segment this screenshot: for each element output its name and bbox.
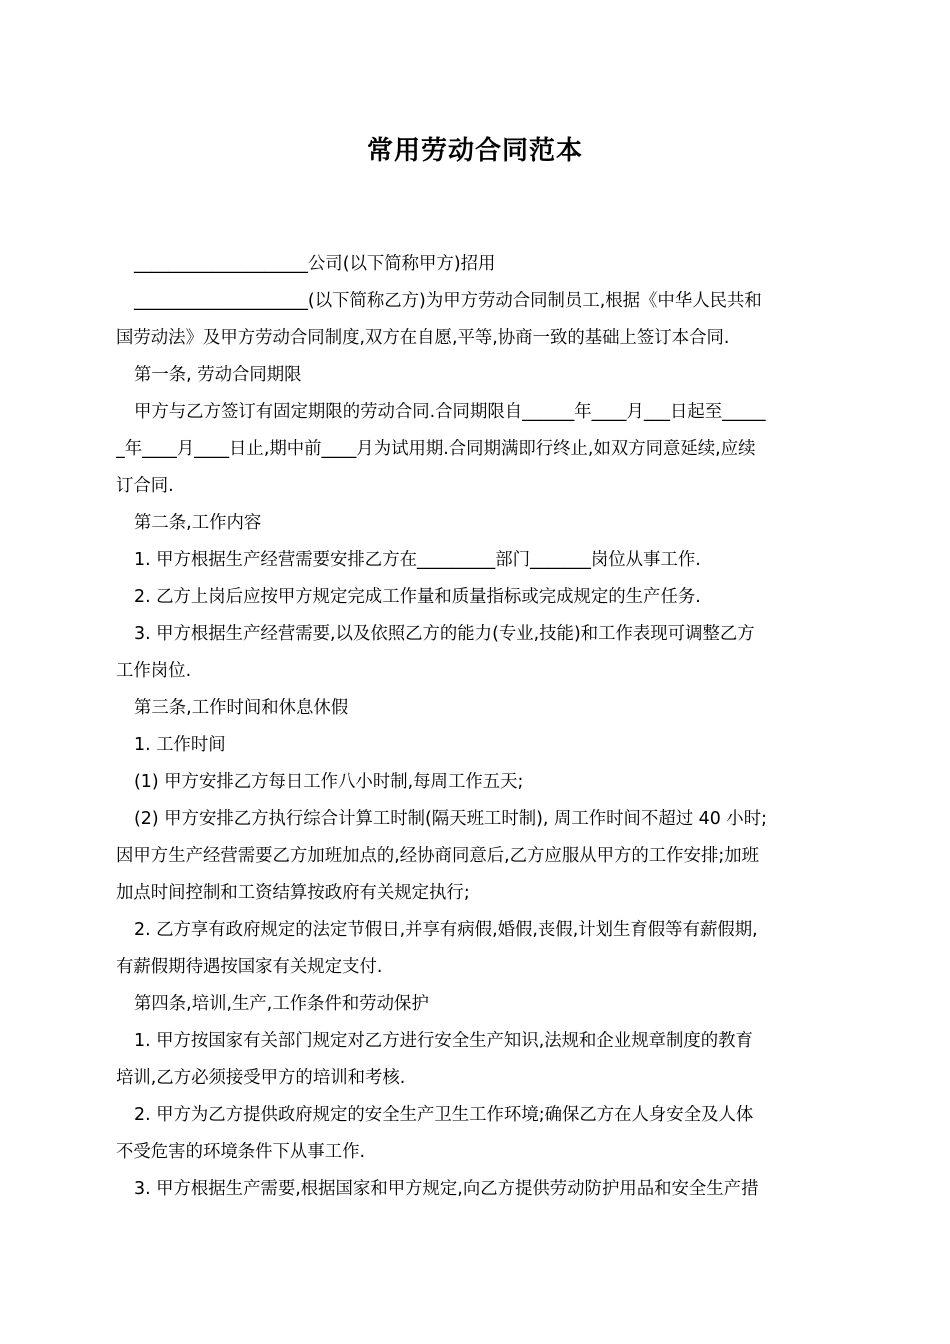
list-item: 1. 甲方根据生产经营需要安排乙方在_________部门_______岗位从事工作.: [134, 550, 701, 570]
list-item: 3. 甲方根据生产经营需要,以及依照乙方的能力(专业,技能)和工作表现可调整乙方: [134, 624, 755, 644]
section-heading: 第二条,工作内容: [134, 513, 262, 533]
document-body: [116, 246, 840, 1208]
list-item: (1) 甲方安排乙方每日工作八小时制,每周工作五天;: [134, 772, 524, 792]
paragraph-line: _年____月____日止,期中前____月为试用期.合同期满即行终止,如双方同意延续,应续: [116, 439, 756, 459]
list-item: (2) 甲方安排乙方执行综合计算工时制(隔天班工时制), 周工作时间不超过 40 小时;: [134, 809, 767, 829]
document-title: 常用劳动合同范本: [366, 136, 583, 166]
list-item: 2. 乙方享有政府规定的法定节假日,并享有病假,婚假,丧假,计划生育假等有薪假期,: [134, 920, 758, 940]
paragraph-line: 因甲方生产经营需要乙方加班加点的,经协商同意后,乙方应服从甲方的工作安排;加班: [116, 846, 759, 866]
paragraph-line: 加点时间控制和工资结算按政府有关规定执行;: [116, 883, 470, 903]
section-heading: 第一条, 劳动合同期限: [134, 365, 302, 385]
paragraph-line: 工作岗位.: [116, 661, 192, 681]
paragraph-line: 不受危害的环境条件下从事工作.: [116, 1142, 365, 1162]
paragraph-line: 甲方与乙方签订有固定期限的劳动合同.合同期限自______年____月___日起至_____: [134, 402, 766, 422]
list-item: 2. 乙方上岗后应按甲方规定完成工作量和质量指标或完成规定的生产任务.: [134, 587, 701, 607]
paragraph-line: 有薪假期待遇按国家有关规定支付.: [116, 957, 383, 977]
paragraph-line: 订合同.: [116, 476, 174, 496]
paragraph-line: 国劳动法》及甲方劳动合同制度,双方在自愿,平等,协商一致的基础上签订本合同.: [116, 328, 730, 348]
list-item: 3. 甲方根据生产需要,根据国家和甲方规定,向乙方提供劳动防护用品和安全生产措: [134, 1179, 759, 1199]
section-heading: 第三条,工作时间和休息休假: [134, 698, 349, 718]
list-item: 1. 工作时间: [134, 735, 226, 755]
paragraph-line: ____________________(以下简称乙方)为甲方劳动合同制员工,根据《中华人民共和: [134, 291, 762, 311]
list-item: 2. 甲方为乙方提供政府规定的安全生产卫生工作环境;确保乙方在人身安全及人体: [134, 1105, 754, 1125]
list-item: 1. 甲方按国家有关部门规定对乙方进行安全生产知识,法规和企业规章制度的教育: [134, 1031, 753, 1051]
section-heading: 第四条,培训,生产,工作条件和劳动保护: [134, 994, 429, 1014]
paragraph-line: ____________________公司(以下简称甲方)招用: [134, 254, 496, 274]
paragraph-line: 培训,乙方必须接受甲方的培训和考核.: [116, 1068, 406, 1088]
